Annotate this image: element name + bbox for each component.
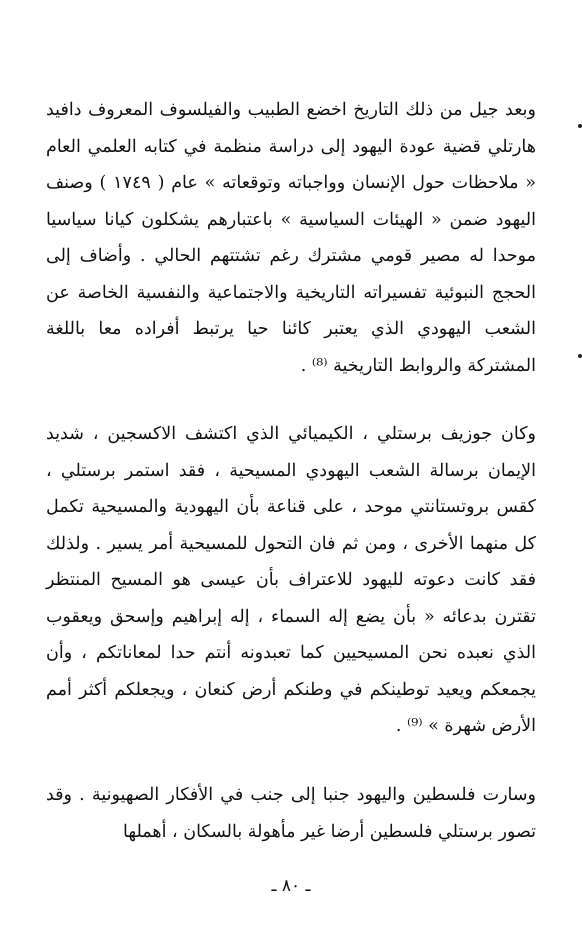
page-edge-mark: [578, 124, 582, 128]
page-edge-mark: [578, 354, 582, 358]
page-number: ـ ٨٠ ـ: [271, 876, 311, 896]
paragraph-hartley: [46, 92, 536, 384]
paragraph-palestine: [46, 777, 536, 850]
paragraph-text: وكان جوزيف برستلي ، الكيميائي الذي اكتشف الاكسجين ، شديد الإيمان برسالة الشعب اليهودي المسيحية ، فقد استمر برستلي ، كقس بروتستانتي موحد ، على قناعة بأن اليهودية والمسيحية تكمل كل منهما الأخرى ، ومن ثم فان التحول للمسيحية أمر يسير . ولذلك فقد كانت دعوته لليهود للاعتراف بأن عيسى هو المسيح المنتظر تقترن بدعائه « بأن يضع إله السماء ، إله إبراهيم وإسحق ويعقوب الذي نعبده نحن المسيحيين كما تعبدونه أنتم حدا لمعاناتكم ، وأن يجمعكم ويعيد توطينكم في وطنكم أرض كنعان ، ويجعلكم أكثر أمم الأرض شهرة » ⁽⁹⁾ .: [46, 424, 536, 736]
paragraph-priestley: [46, 416, 536, 745]
paragraph-text: وسارت فلسطين واليهود جنبا إلى جنب في الأفكار الصهيونية . وقد تصور برستلي فلسطين أرضا غير مأهولة بالسكان ، أهملها: [46, 785, 536, 842]
paragraph-text: وبعد جيل من ذلك التاريخ اخضع الطبيب والفيلسوف المعروف دافيد هارتلي قضية عودة اليهود إلى دراسة منظمة في كتابه العلمي العام « ملاحظات حول الإنسان وواجباته وتوقعاته » عام ( ١٧٤٩ ) وصنف اليهود ضمن « الهيئات السياسية » باعتبارهم يشكلون كيانا سياسيا موحدا له مصير قومي مشترك رغم تشتتهم الحالي . وأضاف إلى الحجج النبوئية تفسيراته التاريخية والاجتماعية والنفسية الخاصة عن الشعب اليهودي الذي يعتبر كائنا حيا يرتبط أفراده معا باللغة المشتركة والروابط التاريخية ⁽⁸⁾ .: [46, 100, 536, 376]
